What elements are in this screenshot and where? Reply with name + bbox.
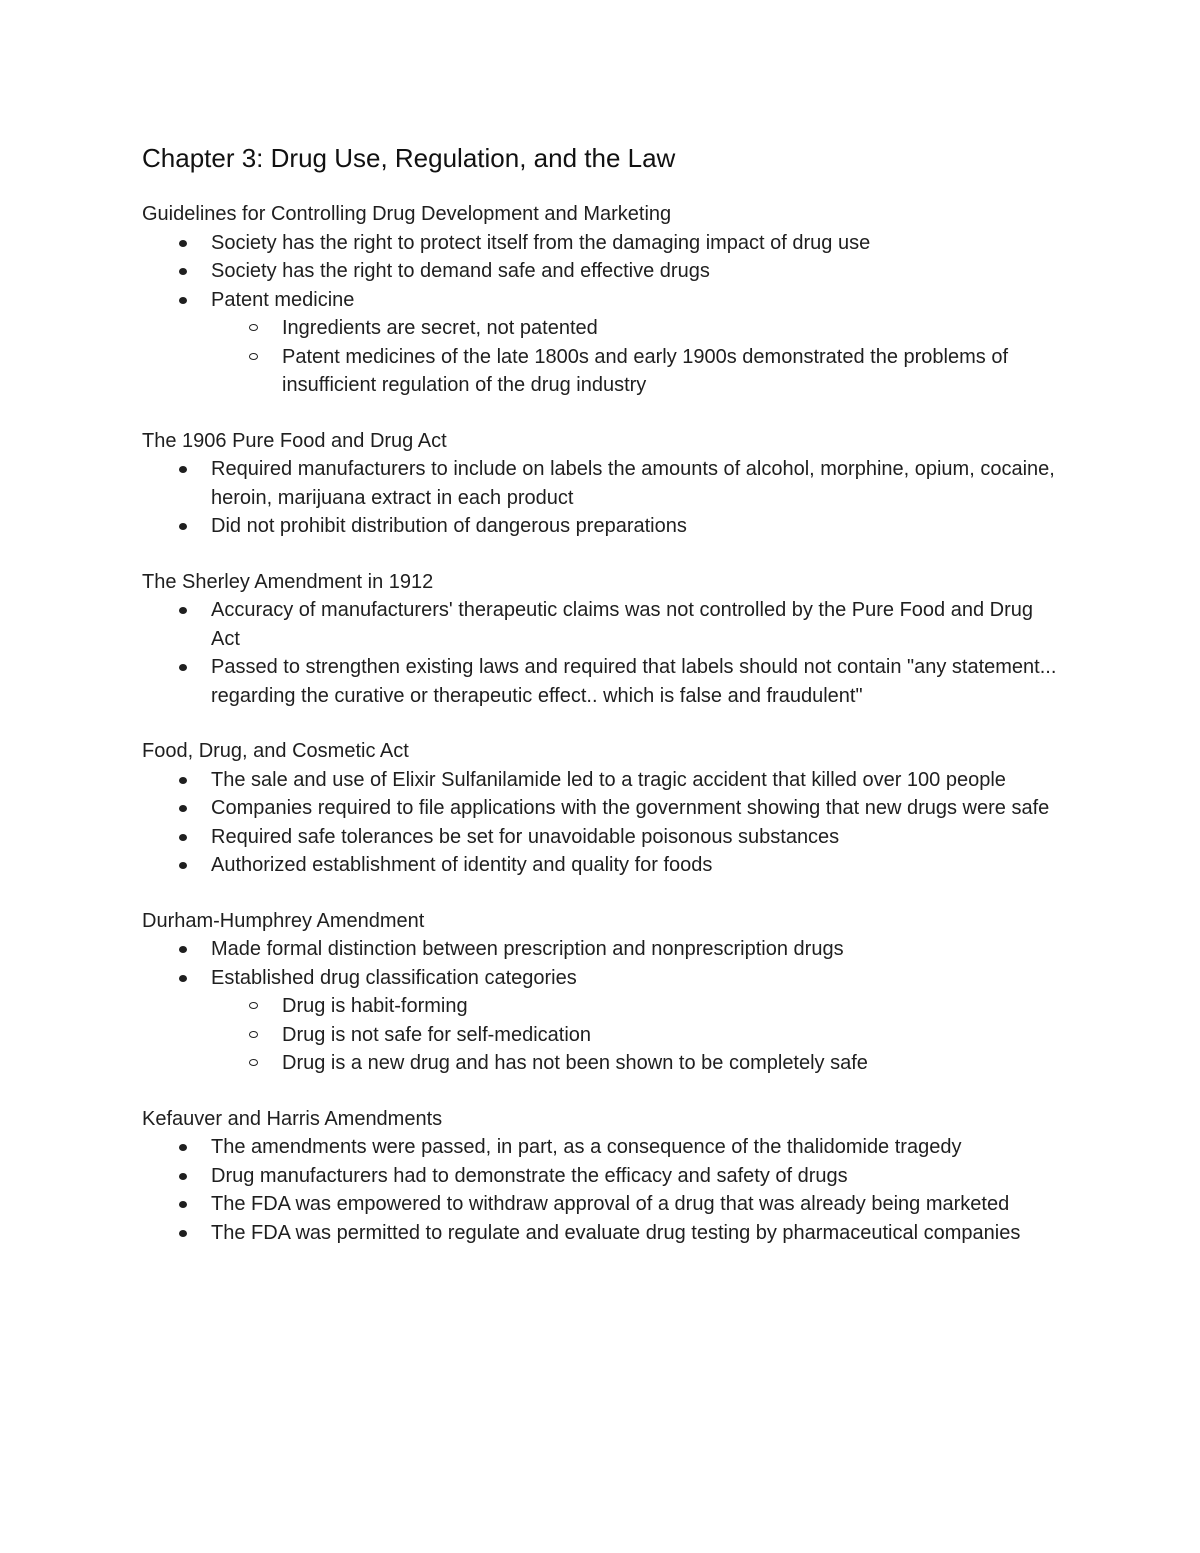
section (142, 1105, 1062, 1248)
list-item-text: Patent medicine (211, 288, 355, 311)
sub-list-item (211, 1049, 1062, 1078)
list-item (142, 851, 1062, 880)
filled-bullet-icon (179, 975, 187, 982)
list-item (142, 794, 1062, 823)
sub-list-item-text: Drug is a new drug and has not been shown to be completely safe (282, 1052, 868, 1074)
list-item-text: Required safe tolerances be set for unavoidable poisonous substances (211, 825, 840, 848)
section-heading: The Sherley Amendment in 1912 (142, 570, 434, 593)
sub-list-item (211, 992, 1062, 1021)
section-heading: The 1906 Pure Food and Drug Act (142, 429, 447, 452)
bullet-list (142, 596, 1062, 710)
document-page (142, 138, 1062, 1274)
list-item (142, 512, 1062, 541)
hollow-bullet-icon (249, 1059, 258, 1066)
list-item-text: Accuracy of manufacturers' therapeutic claims was not controlled by the Pure Food and Drug Act (211, 599, 1034, 650)
page-title: Chapter 3: Drug Use, Regulation, and the Law (142, 143, 676, 173)
section (142, 427, 1062, 541)
sub-list-item (211, 1021, 1062, 1050)
section (142, 737, 1062, 880)
sub-list-item (211, 314, 1062, 343)
list-item-text: Made formal distinction between prescription and nonprescription drugs (211, 938, 844, 960)
list-item-text: Authorized establishment of identity and quality for foods (211, 854, 713, 876)
filled-bullet-icon (179, 834, 187, 841)
filled-bullet-icon (179, 777, 187, 784)
filled-bullet-icon (179, 466, 187, 473)
sub-list-item-text: Drug is habit-forming (282, 995, 468, 1017)
list-item-text: The sale and use of Elixir Sulfanilamide led to a tragic accident that killed over 100 people (211, 768, 1006, 791)
hollow-bullet-icon (249, 1002, 258, 1009)
filled-bullet-icon (179, 1201, 187, 1208)
filled-bullet-icon (179, 240, 187, 247)
list-item (142, 1133, 1062, 1162)
filled-bullet-icon (179, 1144, 187, 1151)
list-item-text: The amendments were passed, in part, as a consequence of the thalidomide tragedy (211, 1136, 962, 1158)
list-item-text: Did not prohibit distribution of dangerous preparations (211, 515, 687, 537)
filled-bullet-icon (179, 297, 187, 304)
filled-bullet-icon (179, 946, 187, 953)
section-heading: Guidelines for Controlling Drug Development and Marketing (142, 203, 672, 225)
bullet-list (142, 1133, 1062, 1247)
filled-bullet-icon (179, 523, 187, 530)
list-item-text: Passed to strengthen existing laws and required that labels should not contain "any statement... regarding the curative or therapeutic effect.. which is false and fraudulent" (211, 656, 1057, 707)
section-heading: Food, Drug, and Cosmetic Act (142, 740, 409, 762)
sub-list-item-text: Drug is not safe for self-medication (282, 1023, 592, 1046)
list-item (142, 1219, 1062, 1248)
sub-list-item (211, 343, 1062, 400)
bullet-list (142, 766, 1062, 880)
list-item (142, 823, 1062, 852)
section-heading: Durham-Humphrey Amendment (142, 909, 425, 932)
list-item (142, 596, 1062, 653)
list-item (142, 653, 1062, 710)
document-body (142, 200, 1062, 1247)
list-item-text: The FDA was empowered to withdraw approval of a drug that was already being marketed (211, 1193, 1010, 1215)
list-item (142, 1190, 1062, 1219)
list-item (142, 1162, 1062, 1191)
list-item-text: Drug manufacturers had to demonstrate the efficacy and safety of drugs (211, 1164, 848, 1187)
section (142, 200, 1062, 400)
list-item-text: Companies required to file applications with the government showing that new drugs were safe (211, 797, 1050, 819)
filled-bullet-icon (179, 607, 187, 614)
list-item-text: Required manufacturers to include on labels the amounts of alcohol, morphine, opium, cocaine, heroin, marijuana extract in each product (211, 458, 1055, 509)
section-heading: Kefauver and Harris Amendments (142, 1107, 443, 1130)
list-item (142, 229, 1062, 258)
sub-list-item-text: Patent medicines of the late 1800s and early 1900s demonstrated the problems of insufficient regulation of the drug industry (282, 345, 1009, 396)
sub-bullet-list (211, 992, 1062, 1078)
sub-list-item-text: Ingredients are secret, not patented (282, 317, 598, 339)
filled-bullet-icon (179, 805, 187, 812)
bullet-list (142, 455, 1062, 541)
bullet-list (142, 229, 1062, 400)
bullet-list (142, 935, 1062, 1078)
list-item (142, 766, 1062, 795)
filled-bullet-icon (179, 1173, 187, 1180)
filled-bullet-icon (179, 664, 187, 671)
list-item (142, 455, 1062, 512)
list-item (142, 964, 1062, 1078)
filled-bullet-icon (179, 862, 187, 869)
list-item (142, 257, 1062, 286)
section (142, 907, 1062, 1078)
list-item (142, 935, 1062, 964)
hollow-bullet-icon (249, 324, 258, 331)
hollow-bullet-icon (249, 1031, 258, 1038)
section (142, 568, 1062, 711)
list-item (142, 286, 1062, 400)
filled-bullet-icon (179, 268, 187, 275)
list-item-text: Established drug classification categories (211, 966, 577, 989)
sub-bullet-list (211, 314, 1062, 400)
hollow-bullet-icon (249, 353, 258, 360)
list-item-text: Society has the right to protect itself from the damaging impact of drug use (211, 231, 871, 254)
list-item-text: The FDA was permitted to regulate and evaluate drug testing by pharmaceutical companies (211, 1221, 1021, 1244)
filled-bullet-icon (179, 1230, 187, 1237)
list-item-text: Society has the right to demand safe and effective drugs (211, 260, 710, 282)
